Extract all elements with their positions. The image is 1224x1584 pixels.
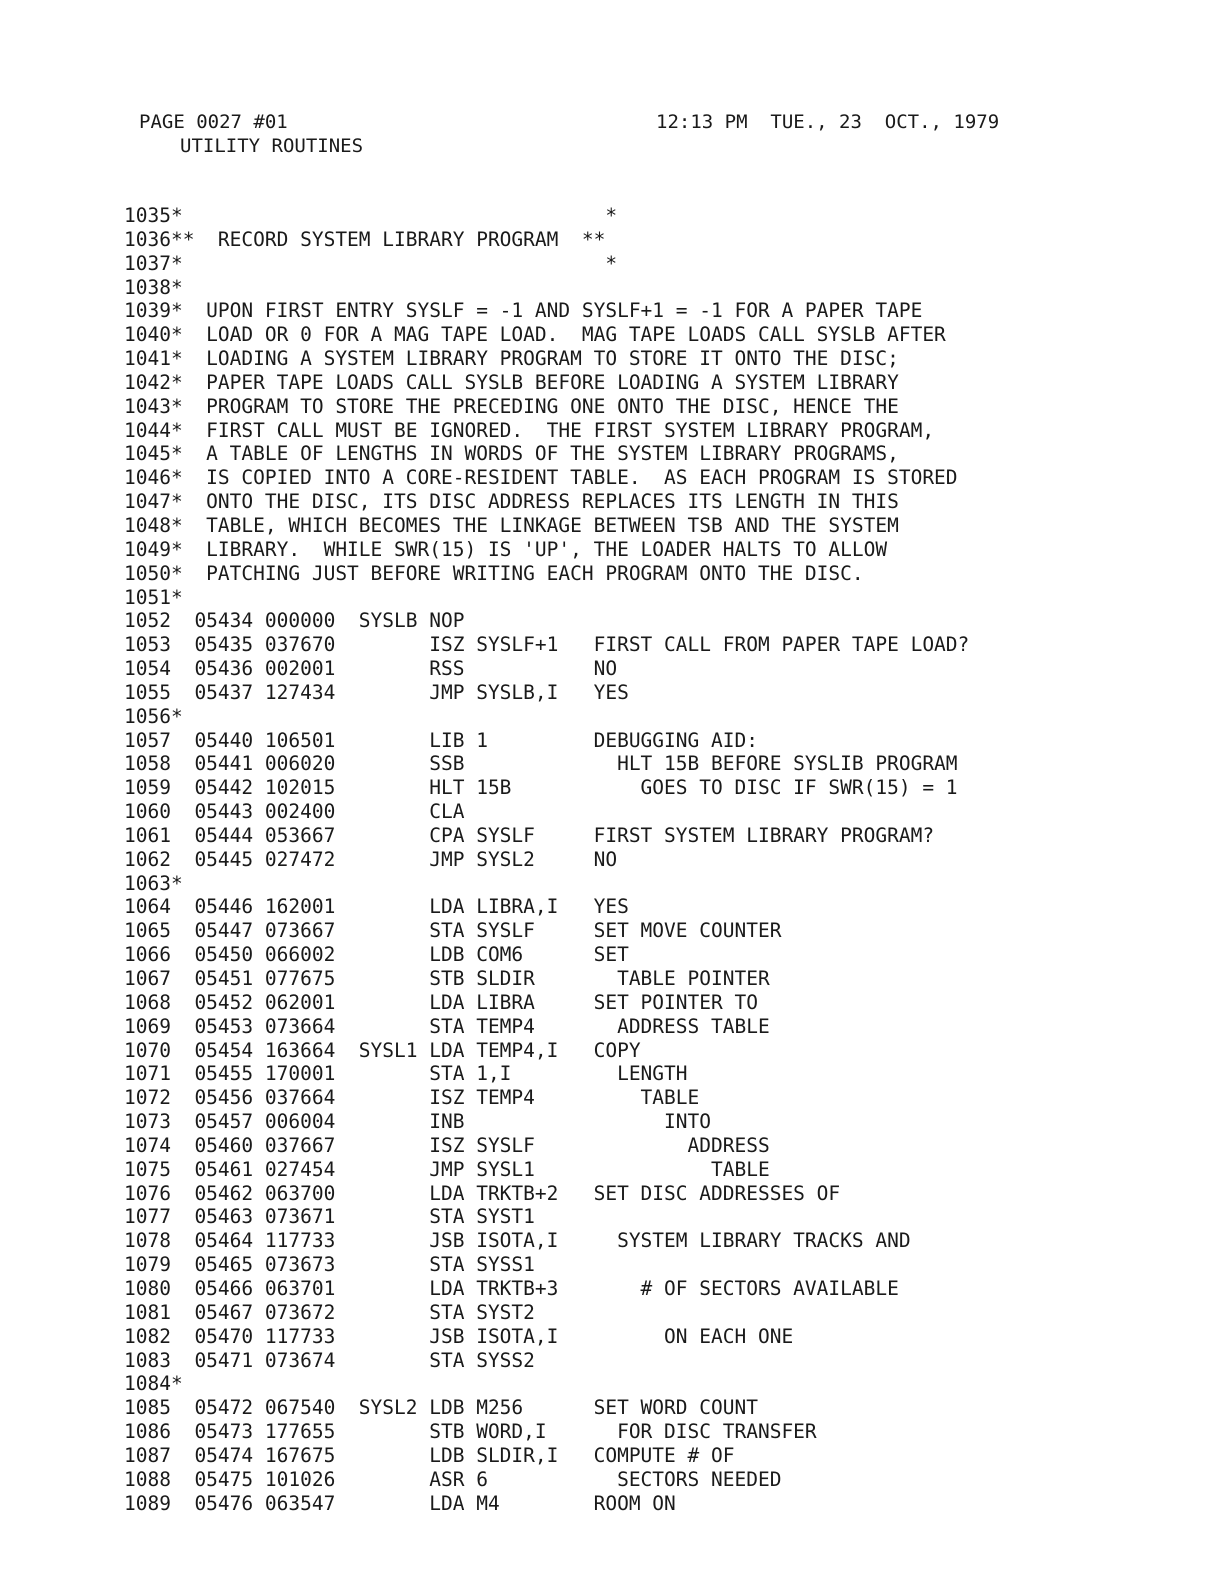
listing-line: 1081 05467 073672 STA SYST2 bbox=[124, 1300, 535, 1324]
listing-line: 1082 05470 117733 JSB ISOTA,I ON EACH ONE bbox=[124, 1324, 794, 1348]
listing-line: 1066 05450 066002 LDB COM6 SET bbox=[124, 943, 629, 967]
listing-line: 1083 05471 073674 STA SYSS2 bbox=[124, 1348, 535, 1372]
listing-line: 1052 05434 000000 SYSLB NOP bbox=[124, 609, 465, 633]
listing-line: 1073 05457 006004 INB INTO bbox=[124, 1110, 711, 1134]
listing-line: 1036** RECORD SYSTEM LIBRARY PROGRAM ** bbox=[124, 227, 606, 251]
listing-line: 1035* * bbox=[124, 204, 618, 227]
listing-line: 1043* PROGRAM TO STORE THE PRECEDING ONE ONTO THE DISC, HENCE THE bbox=[124, 394, 899, 418]
listing-line: 1080 05466 063701 LDA TRKTB+3 # OF SECTORS AVAILABLE bbox=[124, 1276, 899, 1300]
listing-line: 1062 05445 027472 JMP SYSL2 NO bbox=[124, 847, 618, 871]
listing-line: 1086 05473 177655 STB WORD,I FOR DISC TRANSFER bbox=[124, 1420, 817, 1444]
listing-line: 1037* * bbox=[124, 251, 618, 275]
listing-line: 1055 05437 127434 JMP SYSLB,I YES bbox=[124, 680, 629, 704]
listing-line: 1076 05462 063700 LDA TRKTB+2 SET DISC ADDRESSES OF bbox=[124, 1181, 841, 1205]
listing-line: 1077 05463 073671 STA SYST1 bbox=[124, 1205, 535, 1229]
listing-line: 1046* IS COPIED INTO A CORE-RESIDENT TABLE. AS EACH PROGRAM IS STORED bbox=[124, 466, 958, 490]
listing-line: 1056* bbox=[124, 704, 183, 728]
listing-line: 1085 05472 067540 SYSL2 LDB M256 SET WORD COUNT bbox=[124, 1396, 758, 1420]
listing-line: 1054 05436 002001 RSS NO bbox=[124, 657, 618, 681]
listing-line: 1064 05446 162001 LDA LIBRA,I YES bbox=[124, 895, 629, 919]
listing-line: 1039* UPON FIRST ENTRY SYSLF = -1 AND SYSLF+1 = -1 FOR A PAPER TAPE bbox=[124, 299, 923, 323]
listing-line: 1047* ONTO THE DISC, ITS DISC ADDRESS REPLACES ITS LENGTH IN THIS bbox=[124, 490, 899, 514]
listing-line: 1075 05461 027454 JMP SYSL1 TABLE bbox=[124, 1157, 770, 1181]
timestamp: 12:13 PM TUE., 23 OCT., 1979 bbox=[656, 111, 1000, 133]
listing-line: 1087 05474 167675 LDB SLDIR,I COMPUTE # OF bbox=[124, 1443, 735, 1467]
listing-line: 1050* PATCHING JUST BEFORE WRITING EACH PROGRAM ONTO THE DISC. bbox=[124, 561, 864, 585]
listing-line: 1068 05452 062001 LDA LIBRA SET POINTER TO bbox=[124, 990, 758, 1014]
listing-line: 1070 05454 163664 SYSL1 LDA TEMP4,I COPY bbox=[124, 1038, 641, 1062]
listing-line: 1079 05465 073673 STA SYSS1 bbox=[124, 1253, 535, 1277]
listing-line: 1042* PAPER TAPE LOADS CALL SYSLB BEFORE LOADING A SYSTEM LIBRARY bbox=[124, 370, 899, 394]
listing-line: 1040* LOAD OR 0 FOR A MAG TAPE LOAD. MAG TAPE LOADS CALL SYSLB AFTER bbox=[124, 323, 946, 347]
listing-line: 1049* LIBRARY. WHILE SWR(15) IS 'UP', THE LOADER HALTS TO ALLOW bbox=[124, 537, 888, 561]
listing-line: 1071 05455 170001 STA 1,I LENGTH bbox=[124, 1062, 688, 1086]
listing-line: 1067 05451 077675 STB SLDIR TABLE POINTER bbox=[124, 967, 770, 990]
listing-line: 1044* FIRST CALL MUST BE IGNORED. THE FIRST SYSTEM LIBRARY PROGRAM, bbox=[124, 418, 935, 442]
listing-line: 1041* LOADING A SYSTEM LIBRARY PROGRAM TO STORE IT ONTO THE DISC; bbox=[124, 347, 899, 371]
source-listing bbox=[124, 204, 1214, 1515]
listing-line: 1072 05456 037664 ISZ TEMP4 TABLE bbox=[124, 1086, 700, 1110]
listing-line: 1063* bbox=[124, 871, 183, 895]
page-number: PAGE 0027 #01 bbox=[139, 111, 288, 133]
listing-line: 1048* TABLE, WHICH BECOMES THE LINKAGE BETWEEN TSB AND THE SYSTEM bbox=[124, 513, 899, 537]
listing-line: 1084* bbox=[124, 1372, 183, 1396]
listing-line: 1078 05464 117733 JSB ISOTA,I SYSTEM LIBRARY TRACKS AND bbox=[124, 1229, 911, 1253]
listing-line: 1069 05453 073664 STA TEMP4 ADDRESS TABLE bbox=[124, 1014, 770, 1038]
listing-line: 1059 05442 102015 HLT 15B GOES TO DISC IF SWR(15) = 1 bbox=[124, 776, 958, 800]
listing-line: 1065 05447 073667 STA SYSLF SET MOVE COUNTER bbox=[124, 919, 782, 943]
section-title: UTILITY ROUTINES bbox=[180, 135, 364, 157]
listing-line: 1060 05443 002400 CLA bbox=[124, 800, 465, 824]
listing-line: 1057 05440 106501 LIB 1 DEBUGGING AID: bbox=[124, 728, 758, 752]
listing-line: 1051* bbox=[124, 585, 183, 609]
listing-line: 1045* A TABLE OF LENGTHS IN WORDS OF THE SYSTEM LIBRARY PROGRAMS, bbox=[124, 442, 899, 466]
listing-line: 1088 05475 101026 ASR 6 SECTORS NEEDED bbox=[124, 1467, 782, 1491]
listing-line: 1089 05476 063547 LDA M4 ROOM ON bbox=[124, 1491, 676, 1515]
listing-line: 1038* bbox=[124, 275, 183, 299]
listing-line: 1058 05441 006020 SSB HLT 15B BEFORE SYSLIB PROGRAM bbox=[124, 752, 958, 776]
listing-line: 1053 05435 037670 ISZ SYSLF+1 FIRST CALL FROM PAPER TAPE LOAD? bbox=[124, 633, 970, 657]
listing-line: 1061 05444 053667 CPA SYSLF FIRST SYSTEM LIBRARY PROGRAM? bbox=[124, 823, 935, 847]
listing-line: 1074 05460 037667 ISZ SYSLF ADDRESS bbox=[124, 1133, 770, 1157]
